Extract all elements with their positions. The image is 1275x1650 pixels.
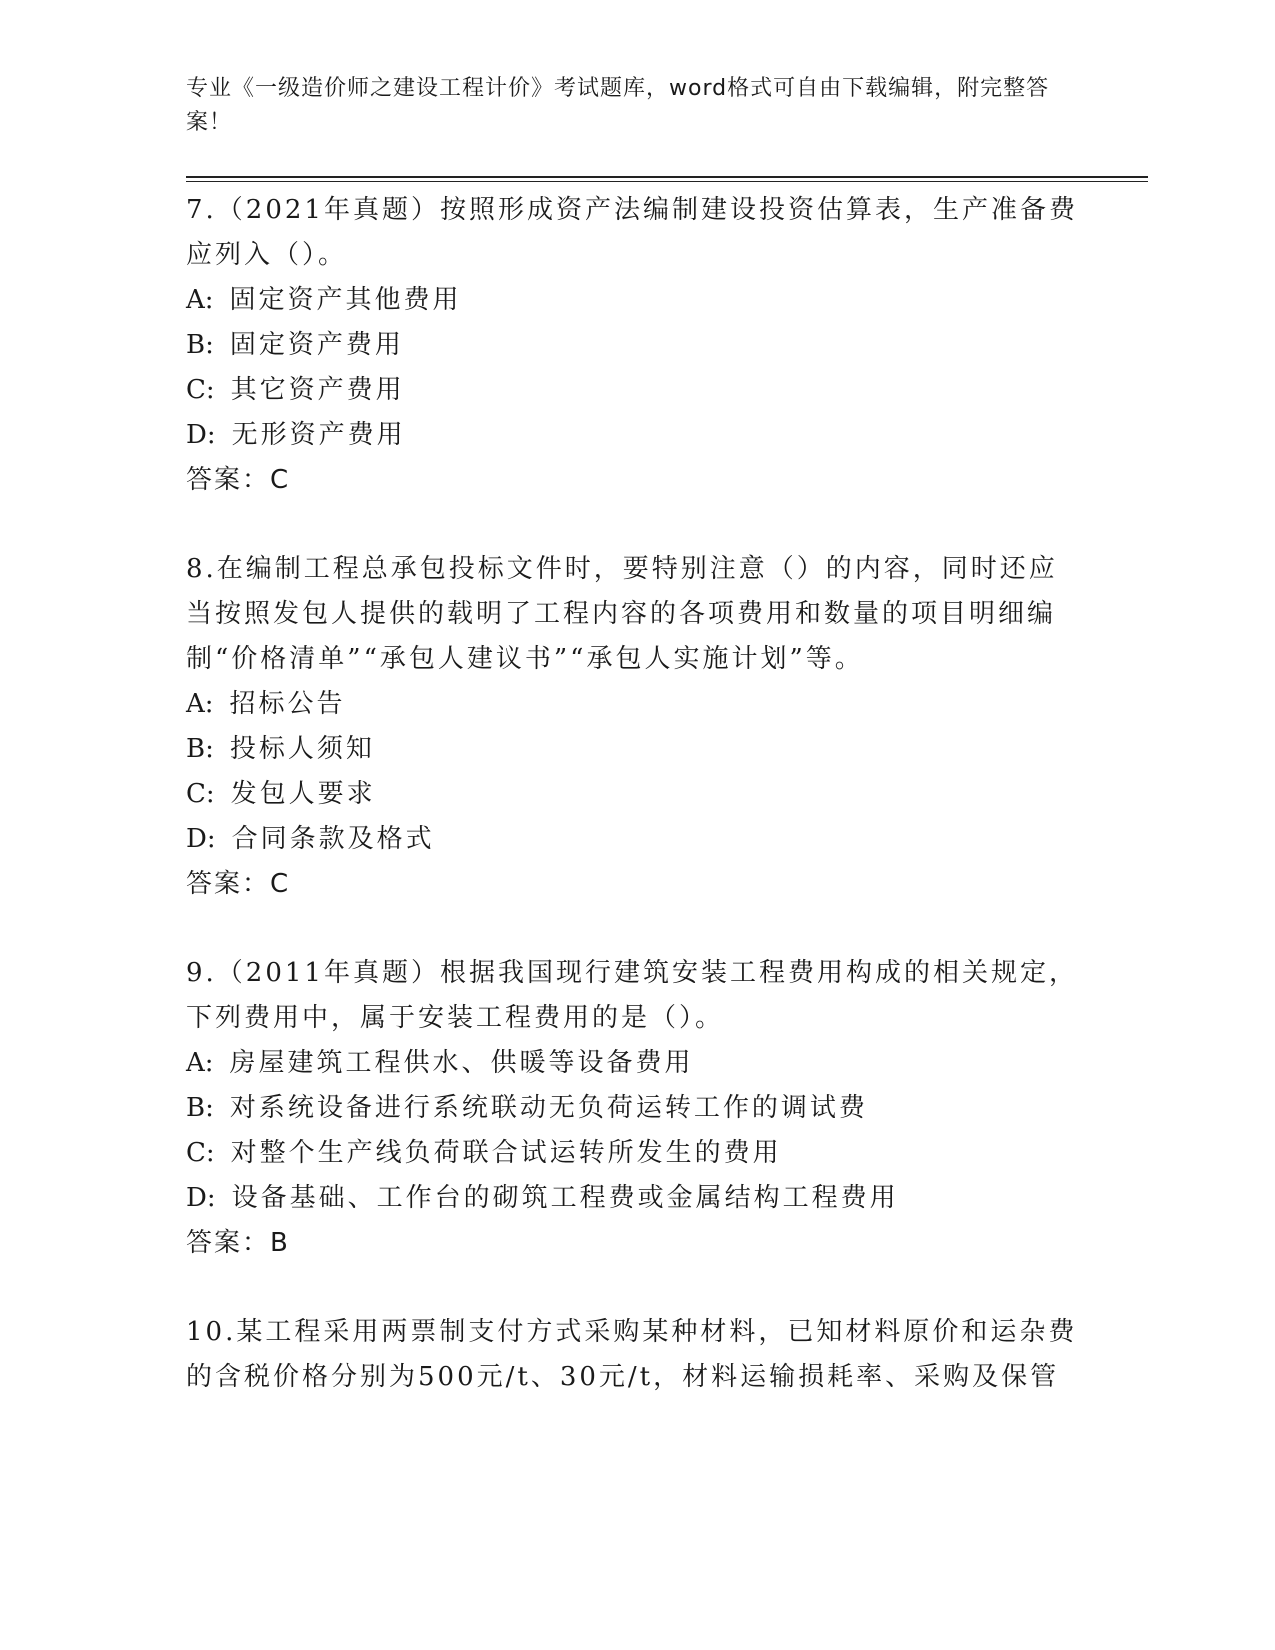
option-b [186, 727, 1086, 772]
option-text: 固定资产其他费用 [229, 285, 462, 315]
answer-line: 答案：C [186, 869, 291, 899]
option-c [186, 1131, 1086, 1176]
question-10 [186, 1310, 1086, 1400]
header-divider-thick [186, 176, 1148, 178]
question-stem: 9.（2011年真题）根据我国现行建筑安装工程费用构成的相关规定，下列费用中，属于安装工程费用的是（）。 [186, 958, 1078, 1033]
option-letter: A: [186, 689, 214, 719]
option-letter: B: [186, 734, 214, 764]
option-text: 合同条款及格式 [231, 824, 435, 854]
option-text: 其它资产费用 [230, 375, 405, 405]
option-letter: D: [186, 420, 216, 450]
option-letter: A: [186, 1048, 214, 1078]
question-8 [186, 547, 1086, 907]
question-stem: 8.在编制工程总承包投标文件时，要特别注意（）的内容，同时还应当按照发包人提供的载明了工程内容的各项费用和数量的项目明细编制“价格清单”“承包人建议书”“承包人实施计划”等。 [186, 554, 1058, 674]
option-d [186, 1176, 1086, 1221]
option-letter: B: [186, 330, 214, 360]
option-text: 投标人须知 [229, 734, 375, 764]
option-text: 发包人要求 [230, 779, 376, 809]
option-text: 固定资产费用 [229, 330, 404, 360]
option-b [186, 1086, 1086, 1131]
page-header: 专业《一级造价师之建设工程计价》考试题库，word格式可自由下载编辑，附完整答案！ [186, 76, 1050, 135]
option-a [186, 278, 1086, 323]
option-a [186, 1041, 1086, 1086]
answer-line: 答案：C [186, 465, 291, 495]
option-letter: D: [186, 1183, 216, 1213]
option-text: 无形资产费用 [231, 420, 406, 450]
option-letter: C: [186, 1138, 215, 1168]
question-stem: 10.某工程采用两票制支付方式采购某种材料，已知材料原价和运杂费的含税价格分别为500元/t、30元/t，材料运输损耗率、采购及保管 [186, 1317, 1078, 1392]
option-letter: D: [186, 824, 216, 854]
option-c [186, 772, 1086, 817]
option-letter: C: [186, 779, 215, 809]
question-9 [186, 951, 1086, 1266]
option-c [186, 368, 1086, 413]
option-b [186, 323, 1086, 368]
answer-line: 答案：B [186, 1228, 290, 1258]
option-letter: A: [186, 285, 214, 315]
question-7 [186, 188, 1086, 503]
option-letter: B: [186, 1093, 214, 1123]
question-list [186, 188, 1086, 1444]
option-text: 设备基础、工作台的砌筑工程费或金属结构工程费用 [231, 1183, 899, 1213]
option-d [186, 413, 1086, 458]
option-text: 对整个生产线负荷联合试运转所发生的费用 [230, 1138, 782, 1168]
header-divider-thin [186, 181, 1148, 182]
option-letter: C: [186, 375, 215, 405]
question-stem: 7.（2021年真题）按照形成资产法编制建设投资估算表，生产准备费应列入（）。 [186, 195, 1078, 270]
option-a [186, 682, 1086, 727]
option-text: 房屋建筑工程供水、供暖等设备费用 [229, 1048, 694, 1078]
option-text: 招标公告 [229, 689, 346, 719]
option-d [186, 817, 1086, 862]
option-text: 对系统设备进行系统联动无负荷运转工作的调试费 [229, 1093, 868, 1123]
